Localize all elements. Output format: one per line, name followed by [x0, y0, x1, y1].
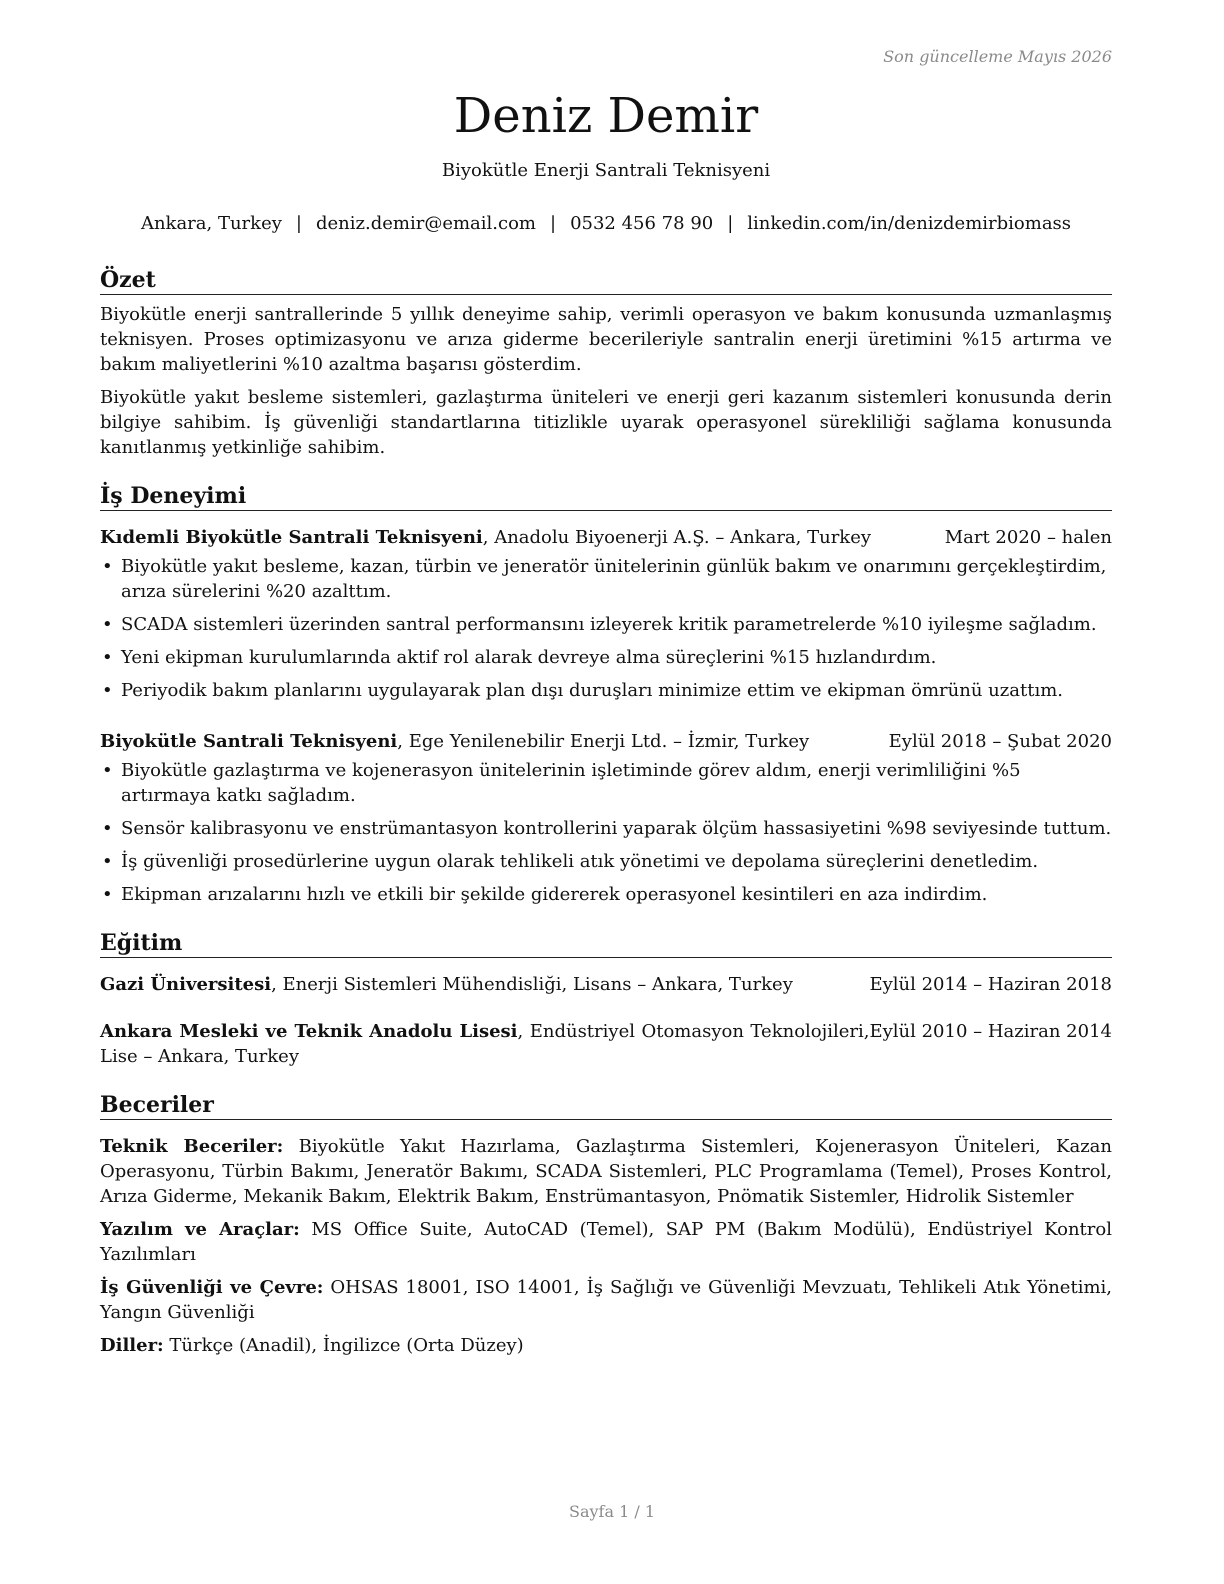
- job-role: Kıdemli Biyokütle Santrali Teknisyeni: [100, 527, 483, 548]
- job-bullet: • Yeni ekipman kurulumlarında aktif rol alarak devreye alma süreçlerini %15 hızlandırdım.: [100, 645, 1112, 670]
- education-dates: Eylül 2014 – Haziran 2018: [869, 974, 1112, 995]
- job-bullets: [100, 758, 1112, 907]
- job-entry: [100, 729, 1112, 907]
- education-school: Ankara Mesleki ve Teknik Anadolu Lisesi: [100, 1021, 518, 1042]
- education-detail: , Enerji Sistemleri Mühendisliği, Lisans – Ankara, Turkey: [271, 974, 793, 995]
- contact-separator: |: [727, 213, 734, 234]
- education-entry: [100, 972, 1112, 997]
- skill-row: [100, 1333, 1112, 1358]
- contact-separator: |: [550, 213, 557, 234]
- job-bullet: • Ekipman arızalarını hızlı ve etkili bir şekilde gidererek operasyonel kesintileri en aza indirdim.: [100, 882, 1112, 907]
- skill-label: Yazılım ve Araçlar:: [100, 1219, 300, 1240]
- job-bullet: • Periyodik bakım planlarını uygulayarak plan dışı duruşları minimize ettim ve ekipman ömrünü uzattım.: [100, 678, 1112, 703]
- education-detail: , Endüstriyel Otomasyon Teknolojileri, Lise – Ankara, Turkey: [100, 1021, 870, 1067]
- job-header: [100, 525, 1112, 550]
- job-company: , Anadolu Biyoenerji A.Ş. – Ankara, Turkey: [482, 527, 872, 548]
- section-heading-skills: Beceriler: [100, 1091, 1112, 1120]
- skill-label: Teknik Beceriler:: [100, 1136, 284, 1157]
- education-section: [100, 929, 1112, 1069]
- page-number: Sayfa 1 / 1: [568, 1502, 655, 1521]
- job-bullet: • Biyokütle yakıt besleme, kazan, türbin ve jeneratör ünitelerinin günlük bakım ve onarımını gerçekleştirdim, arıza sürelerini %20 azalttım.: [100, 554, 1112, 604]
- skill-label: Diller:: [100, 1335, 164, 1356]
- job-dates: Eylül 2018 – Şubat 2020: [888, 731, 1112, 752]
- person-name: Deniz Demir: [453, 88, 759, 144]
- skill-row: [100, 1217, 1112, 1267]
- education-dates: Eylül 2010 – Haziran 2014: [869, 1021, 1112, 1042]
- skill-value: MS Office Suite, AutoCAD (Temel), SAP PM (Bakım Modülü), Endüstriyel Kontrol Yazılımları: [100, 1219, 1112, 1265]
- skill-row: [100, 1275, 1112, 1325]
- job-bullets: [100, 554, 1112, 703]
- job-header: [100, 729, 1112, 754]
- section-heading-experience: İş Deneyimi: [100, 482, 1112, 511]
- summary-paragraph: Biyokütle yakıt besleme sistemleri, gazlaştırma üniteleri ve enerji geri kazanım sistemleri konusunda derin bilgiye sahibim. İş güvenliği standartlarına titizlikle uyarak operasyonel sürekliliği sağlama konusunda kanıtlanmış yetkinliğe sahibim.: [100, 387, 1112, 458]
- skill-value: Biyokütle Yakıt Hazırlama, Gazlaştırma Sistemleri, Kojenerasyon Üniteleri, Kazan Operasyonu, Türbin Bakımı, Jeneratör Bakımı, SCADA Sistemleri, PLC Programlama (Temel), Proses Kontrol, Arıza Giderme, Mekanik Bakım, Elektrik Bakım, Enstrümantasyon, Pnömatik Sistemler, Hidrolik Sistemler: [100, 1136, 1113, 1207]
- last-updated: Son güncelleme Mayıs 2026: [883, 47, 1112, 66]
- job-bullet: • Sensör kalibrasyonu ve enstrümantasyon kontrollerini yaparak ölçüm hassasiyetini %98 seviyesinde tuttum.: [100, 816, 1112, 841]
- job-entry: [100, 525, 1112, 703]
- job-title: Biyokütle Enerji Santrali Teknisyeni: [441, 160, 771, 181]
- job-bullet: • SCADA sistemleri üzerinden santral performansını izleyerek kritik parametrelerde %10 iyileşme sağladım.: [100, 612, 1112, 637]
- skills-section: [100, 1091, 1112, 1358]
- job-dates: Mart 2020 – halen: [944, 527, 1112, 548]
- experience-section: [100, 482, 1112, 907]
- contact-location: Ankara, Turkey: [140, 213, 282, 234]
- contact-phone: 0532 456 78 90: [570, 213, 714, 234]
- job-bullet: • İş güvenliği prosedürlerine uygun olarak tehlikeli atık yönetimi ve depolama süreçlerini denetledim.: [100, 849, 1112, 874]
- skill-label: İş Güvenliği ve Çevre:: [100, 1277, 324, 1298]
- job-bullet: • Biyokütle gazlaştırma ve kojenerasyon ünitelerinin işletiminde görev aldım, enerji verimliliğini %5 artırmaya katkı sağladım.: [100, 758, 1112, 808]
- summary-section: [100, 266, 1112, 460]
- job-role: Biyokütle Santrali Teknisyeni: [100, 731, 398, 752]
- summary-paragraph: Biyokütle enerji santrallerinde 5 yıllık deneyime sahip, verimli operasyon ve bakım konusunda uzmanlaşmış teknisyen. Proses optimizasyonu ve arıza giderme becerileriyle santralin enerji üretimini %15 artırma ve bakım maliyetlerini %10 azaltma başarısı gösterdim.: [100, 304, 1112, 375]
- education-school: Gazi Üniversitesi: [100, 974, 272, 995]
- contact-separator: |: [295, 213, 302, 234]
- education-entry: [100, 1019, 1112, 1069]
- skill-value: Türkçe (Anadil), İngilizce (Orta Düzey): [163, 1335, 524, 1356]
- section-heading-education: Eğitim: [100, 929, 1112, 958]
- section-heading-summary: Özet: [100, 266, 1112, 295]
- contact-email[interactable]: deniz.demir@email.com: [315, 213, 536, 234]
- contact-linkedin[interactable]: linkedin.com/in/denizdemirbiomass: [747, 213, 1072, 234]
- skill-value: OHSAS 18001, ISO 14001, İş Sağlığı ve Güvenliği Mevzuatı, Tehlikeli Atık Yönetimi, Yangın Güvenliği: [100, 1277, 1112, 1323]
- contact-line: [100, 211, 1112, 236]
- job-company: , Ege Yenilenebilir Enerji Ltd. – İzmir, Turkey: [397, 731, 810, 752]
- skill-row: [100, 1134, 1112, 1209]
